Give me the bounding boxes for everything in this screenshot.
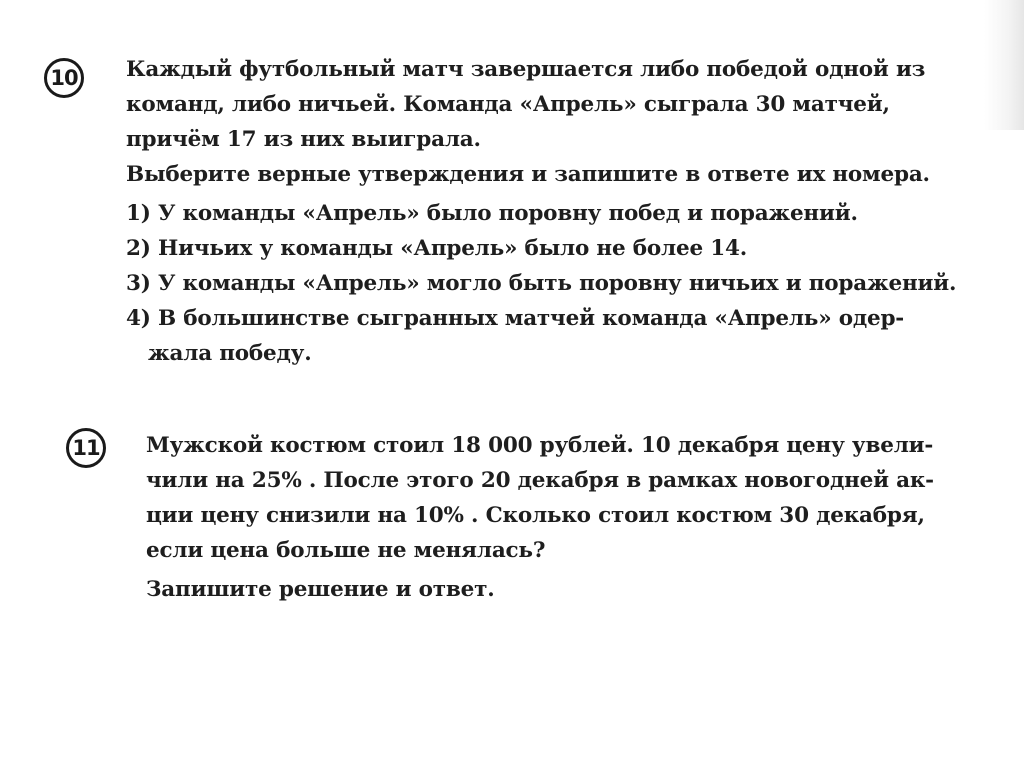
task-10-text — [126, 52, 1006, 371]
task-number-badge — [66, 428, 106, 468]
task-number: 11 — [72, 436, 100, 460]
task-text-line: причём 17 из них выиграла. — [126, 127, 481, 152]
task-text-line: ции цену снизили на 10% . Сколько стоил костюм 30 декабря, — [146, 503, 925, 528]
task-text-line: команд, либо ничьей. Команда «Апрель» сыграла 30 матчей, — [126, 92, 890, 117]
answer-option: 3) У команды «Апрель» могло быть поровну ничьих и поражений. — [126, 271, 957, 296]
task-number: 10 — [50, 66, 78, 90]
task-instruction: Запишите решение и ответ. — [146, 577, 495, 602]
task-11-text — [146, 428, 1006, 607]
task-text-line: чили на 25% . После этого 20 декабря в рамках новогодней ак- — [146, 468, 934, 493]
task-text-line: Мужской костюм стоил 18 000 рублей. 10 декабря цену увели- — [146, 433, 934, 458]
task-instruction: Выберите верные утверждения и запишите в ответе их номера. — [126, 162, 930, 187]
answer-option: 2) Ничьих у команды «Апрель» было не более 14. — [126, 236, 748, 261]
answer-option-continuation: жала победу. — [148, 341, 312, 366]
task-number-badge — [44, 58, 84, 98]
task-text-line: если цена больше не менялась? — [146, 538, 546, 563]
answer-option: 4) В большинстве сыгранных матчей команда «Апрель» одер- — [126, 306, 905, 331]
answer-option: 1) У команды «Апрель» было поровну побед и поражений. — [126, 201, 858, 226]
task-text-line: Каждый футбольный матч завершается либо победой одной из — [126, 57, 926, 82]
